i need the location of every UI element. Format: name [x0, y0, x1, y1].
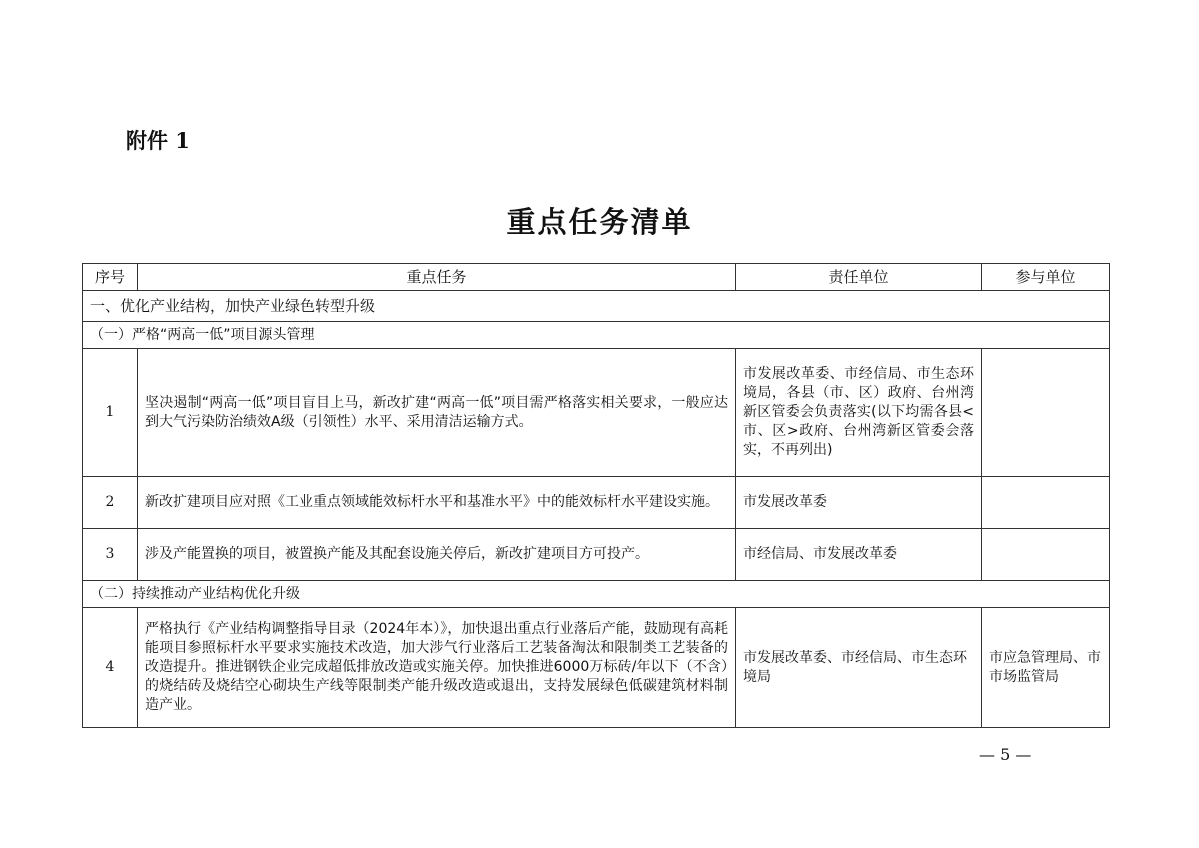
row-partner-unit: 市应急管理局、市市场监管局 — [982, 608, 1110, 728]
header-number: 序号 — [83, 264, 138, 291]
table-row — [83, 477, 1110, 529]
subsection-row — [83, 322, 1110, 349]
subsection-row — [83, 581, 1110, 608]
row-task: 严格执行《产业结构调整指导目录（2024年本）》，加快退出重点行业落后产能，鼓励现有高耗能项目参照标杆水平要求实施技术改造，加大涉气行业落后工艺装备淘汰和限制类工艺装备的改造提升。推进钢铁企业完成超低排放改造或实施关停。加快推进6000万标砖/年以下（不含）的烧结砖及烧结空心砌块生产线等限制类产能升级改造或退出，支持发展绿色低碳建筑材料制造产业。 — [138, 608, 736, 728]
table-row — [83, 529, 1110, 581]
row-partner-unit — [982, 349, 1110, 477]
row-task: 新改扩建项目应对照《工业重点领域能效标杆水平和基准水平》中的能效标杆水平建设实施。 — [138, 477, 736, 529]
document-title: 重点任务清单 — [506, 205, 693, 239]
subsection-heading: （二）持续推动产业结构优化升级 — [83, 581, 1110, 608]
row-number: 3 — [83, 529, 138, 581]
row-task: 涉及产能置换的项目，被置换产能及其配套设施关停后，新改扩建项目方可投产。 — [138, 529, 736, 581]
header-lead-unit: 责任单位 — [736, 264, 982, 291]
section-row — [83, 291, 1110, 322]
table-row — [83, 608, 1110, 728]
row-lead-unit: 市发展改革委、市经信局、市生态环境局，各县（市、区）政府、台州湾新区管委会负责落实(以下均需各县<市、区>政府、台州湾新区管委会落实，不再列出) — [736, 349, 982, 477]
task-table — [82, 263, 1110, 728]
section-heading: 一、优化产业结构，加快产业绿色转型升级 — [83, 291, 1110, 322]
row-lead-unit: 市发展改革委 — [736, 477, 982, 529]
row-lead-unit: 市经信局、市发展改革委 — [736, 529, 982, 581]
header-partner-unit: 参与单位 — [982, 264, 1110, 291]
row-number: 1 — [83, 349, 138, 477]
page-number: — 5 — — [979, 745, 1032, 764]
row-partner-unit — [982, 477, 1110, 529]
row-number: 4 — [83, 608, 138, 728]
attachment-label: 附件 1 — [126, 128, 190, 153]
row-lead-unit: 市发展改革委、市经信局、市生态环境局 — [736, 608, 982, 728]
header-task: 重点任务 — [138, 264, 736, 291]
row-task: 坚决遏制“两高一低”项目盲目上马，新改扩建“两高一低”项目需严格落实相关要求，一般应达到大气污染防治绩效A级（引领性）水平、采用清洁运输方式。 — [138, 349, 736, 477]
row-partner-unit — [982, 529, 1110, 581]
row-number: 2 — [83, 477, 138, 529]
subsection-heading: （一）严格“两高一低”项目源头管理 — [83, 322, 1110, 349]
table-row — [83, 349, 1110, 477]
table-header-row — [83, 264, 1110, 291]
